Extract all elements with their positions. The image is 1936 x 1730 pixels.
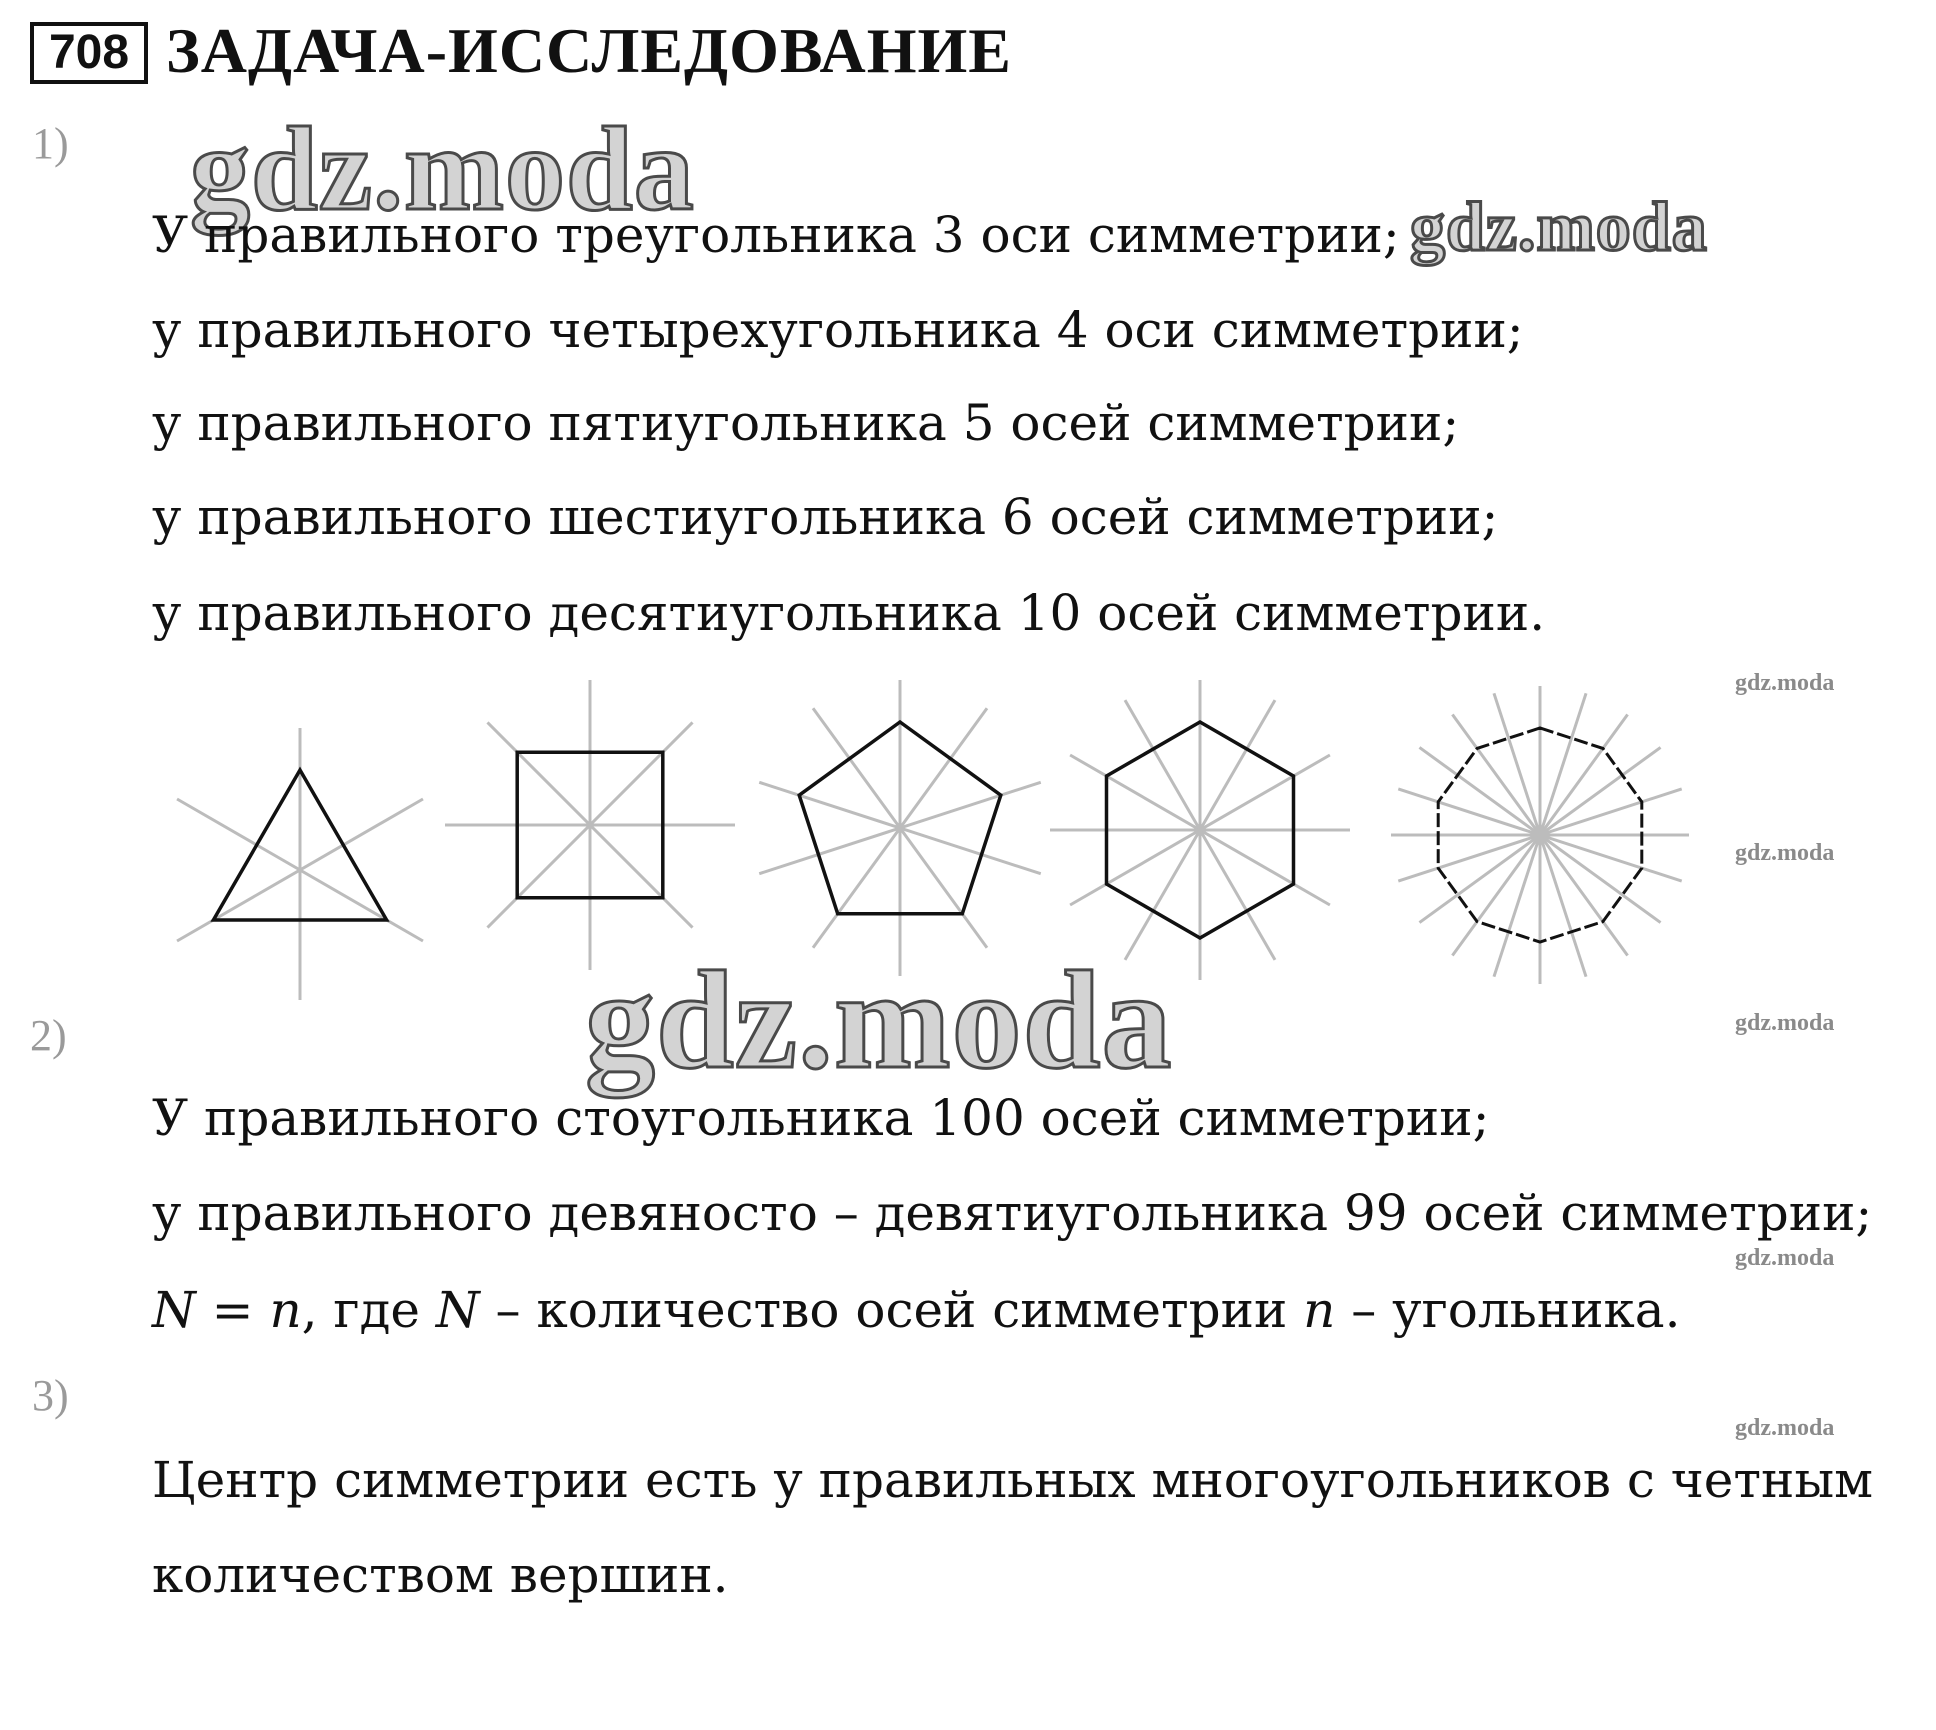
formula-n2: n bbox=[1303, 1281, 1336, 1339]
watermark-small: gdz.moda bbox=[1735, 840, 1835, 866]
text-line-square: у правильного четырехугольника 4 оси симметрии; bbox=[152, 301, 1524, 359]
part-marker-3: 3) bbox=[32, 1371, 69, 1420]
formula-N2: N bbox=[435, 1281, 480, 1339]
text-line-triangle: У правильного треугольника 3 оси симметрии; bbox=[152, 206, 1400, 264]
watermark-small: gdz.moda bbox=[1735, 1010, 1835, 1036]
watermark-small: gdz.moda bbox=[1735, 1245, 1835, 1271]
formula-where: , где bbox=[301, 1281, 436, 1339]
watermark-large: gdz.moda bbox=[585, 943, 1173, 1098]
symmetry-figures bbox=[170, 680, 1730, 1000]
watermark-small: gdz.moda bbox=[1735, 1415, 1835, 1441]
text-line-decagon: у правильного десятиугольника 10 осей симметрии. bbox=[152, 584, 1546, 642]
text-line-pentagon: у правильного пятиугольника 5 осей симметрии; bbox=[152, 394, 1460, 452]
text-line-center-1: Центр симметрии есть у правильных многоугольников с четным bbox=[152, 1451, 1874, 1509]
triangle-figure bbox=[177, 728, 423, 1000]
formula-eq: = bbox=[195, 1281, 270, 1339]
pentagon-figure bbox=[759, 680, 1041, 976]
formula-tail: – угольника. bbox=[1335, 1281, 1681, 1339]
problem-number: 708 bbox=[30, 22, 148, 84]
text-line-center-2: количеством вершин. bbox=[152, 1546, 729, 1604]
formula-line bbox=[152, 1280, 1680, 1340]
part-marker-2: 2) bbox=[30, 1011, 67, 1060]
text-line-99gon: у правильного девяносто – девятиугольника 99 осей симметрии; bbox=[152, 1184, 1873, 1242]
text-line-100gon: У правильного стоугольника 100 осей симметрии; bbox=[152, 1089, 1490, 1147]
watermark-large: gdz.moda bbox=[190, 102, 695, 235]
formula-n: n bbox=[269, 1281, 302, 1339]
formula-dash-text: – количество осей симметрии bbox=[479, 1281, 1304, 1339]
decagon-figure bbox=[1391, 686, 1689, 984]
part-marker-1: 1) bbox=[32, 119, 69, 168]
problem-title: ЗАДАЧА-ИССЛЕДОВАНИЕ bbox=[166, 15, 1012, 86]
text-line-hexagon: у правильного шестиугольника 6 осей симметрии; bbox=[152, 488, 1499, 546]
square-figure bbox=[445, 680, 735, 970]
hexagon-figure bbox=[1050, 680, 1350, 980]
watermark-medium: gdz.moda bbox=[1410, 189, 1708, 266]
formula-N: N bbox=[152, 1281, 196, 1339]
watermark-small: gdz.moda bbox=[1735, 670, 1835, 696]
